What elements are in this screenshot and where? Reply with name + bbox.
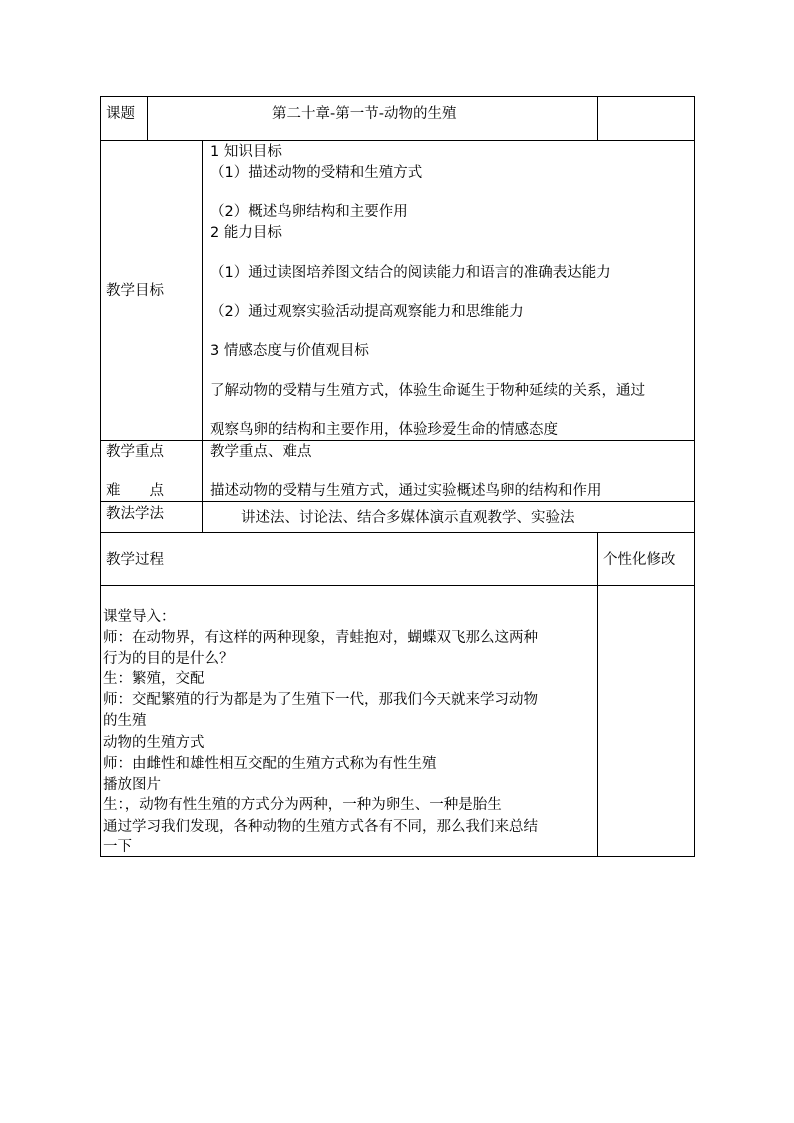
goal-line: 1 知识目标 — [210, 144, 282, 160]
table-rule — [100, 532, 695, 533]
personalized-edit-label: 个性化修改 — [603, 552, 676, 568]
goal-line: 了解动物的受精与生殖方式，体验生命诞生于物种延续的关系，通过 — [210, 383, 645, 399]
topic-label: 课题 — [106, 106, 135, 122]
process-line: 生：，动物有性生殖的方式分为两种，一种为卵生、一种是胎生 — [103, 797, 502, 813]
table-border-bottom — [100, 856, 695, 857]
methods-text: 讲述法、讨论法、结合多媒体演示直观教学、实验法 — [241, 510, 575, 526]
process-line: 师：交配繁殖的行为都是为了生殖下一代，那我们今天就来学习动物 — [103, 692, 538, 708]
process-line: 行为的目的是什么？ — [103, 651, 234, 667]
table-border-left — [100, 96, 101, 857]
table-rule — [202, 140, 203, 532]
table-rule — [147, 96, 148, 140]
table-rule — [100, 140, 695, 141]
goal-line: （1）通过读图培养图文结合的阅读能力和语言的准确表达能力 — [210, 265, 611, 281]
methods-label: 教法学法 — [106, 506, 164, 522]
process-line: 动物的生殖方式 — [103, 735, 205, 751]
process-line: 师：在动物界，有这样的两种现象，青蛙抱对，蝴蝶双飞那么这两种 — [103, 630, 538, 646]
table-rule — [100, 501, 695, 502]
goal-line: （2）概述鸟卵结构和主要作用 — [210, 204, 408, 220]
lesson-title: 第二十章-第一节-动物的生殖 — [272, 106, 457, 122]
process-line: 的生殖 — [103, 713, 147, 729]
process-line: 一下 — [103, 839, 132, 855]
table-rule — [597, 532, 598, 856]
process-line: 生：繁殖，交配 — [103, 671, 205, 687]
table-rule — [100, 585, 695, 586]
table-rule — [597, 96, 598, 140]
goal-line: 观察鸟卵的结构和主要作用，体验珍爱生命的情感态度 — [210, 422, 558, 438]
goal-line: 2 能力目标 — [210, 225, 282, 241]
difficulty-label: 难 点 — [106, 483, 164, 499]
goal-line: 3 情感态度与价值观目标 — [210, 343, 369, 359]
process-line: 师：由雌性和雄性相互交配的生殖方式称为有性生殖 — [103, 756, 437, 772]
table-rule — [100, 440, 695, 441]
process-line: 播放图片 — [103, 777, 161, 793]
key-points-label: 教学重点 — [106, 444, 164, 460]
key-points-text: 描述动物的受精与生殖方式，通过实验概述鸟卵的结构和作用 — [210, 483, 602, 499]
goal-line: （2）通过观察实验活动提高观察能力和思维能力 — [210, 304, 524, 320]
table-border-top — [100, 96, 695, 97]
key-points-heading: 教学重点、难点 — [210, 444, 312, 460]
process-line: 通过学习我们发现，各种动物的生殖方式各有不同，那么我们来总结 — [103, 819, 538, 835]
goals-label: 教学目标 — [106, 283, 164, 299]
process-line: 课堂导入： — [103, 609, 176, 625]
process-label: 教学过程 — [106, 552, 164, 568]
goal-line: （1）描述动物的受精和生殖方式 — [210, 165, 423, 181]
table-border-right — [694, 96, 695, 857]
